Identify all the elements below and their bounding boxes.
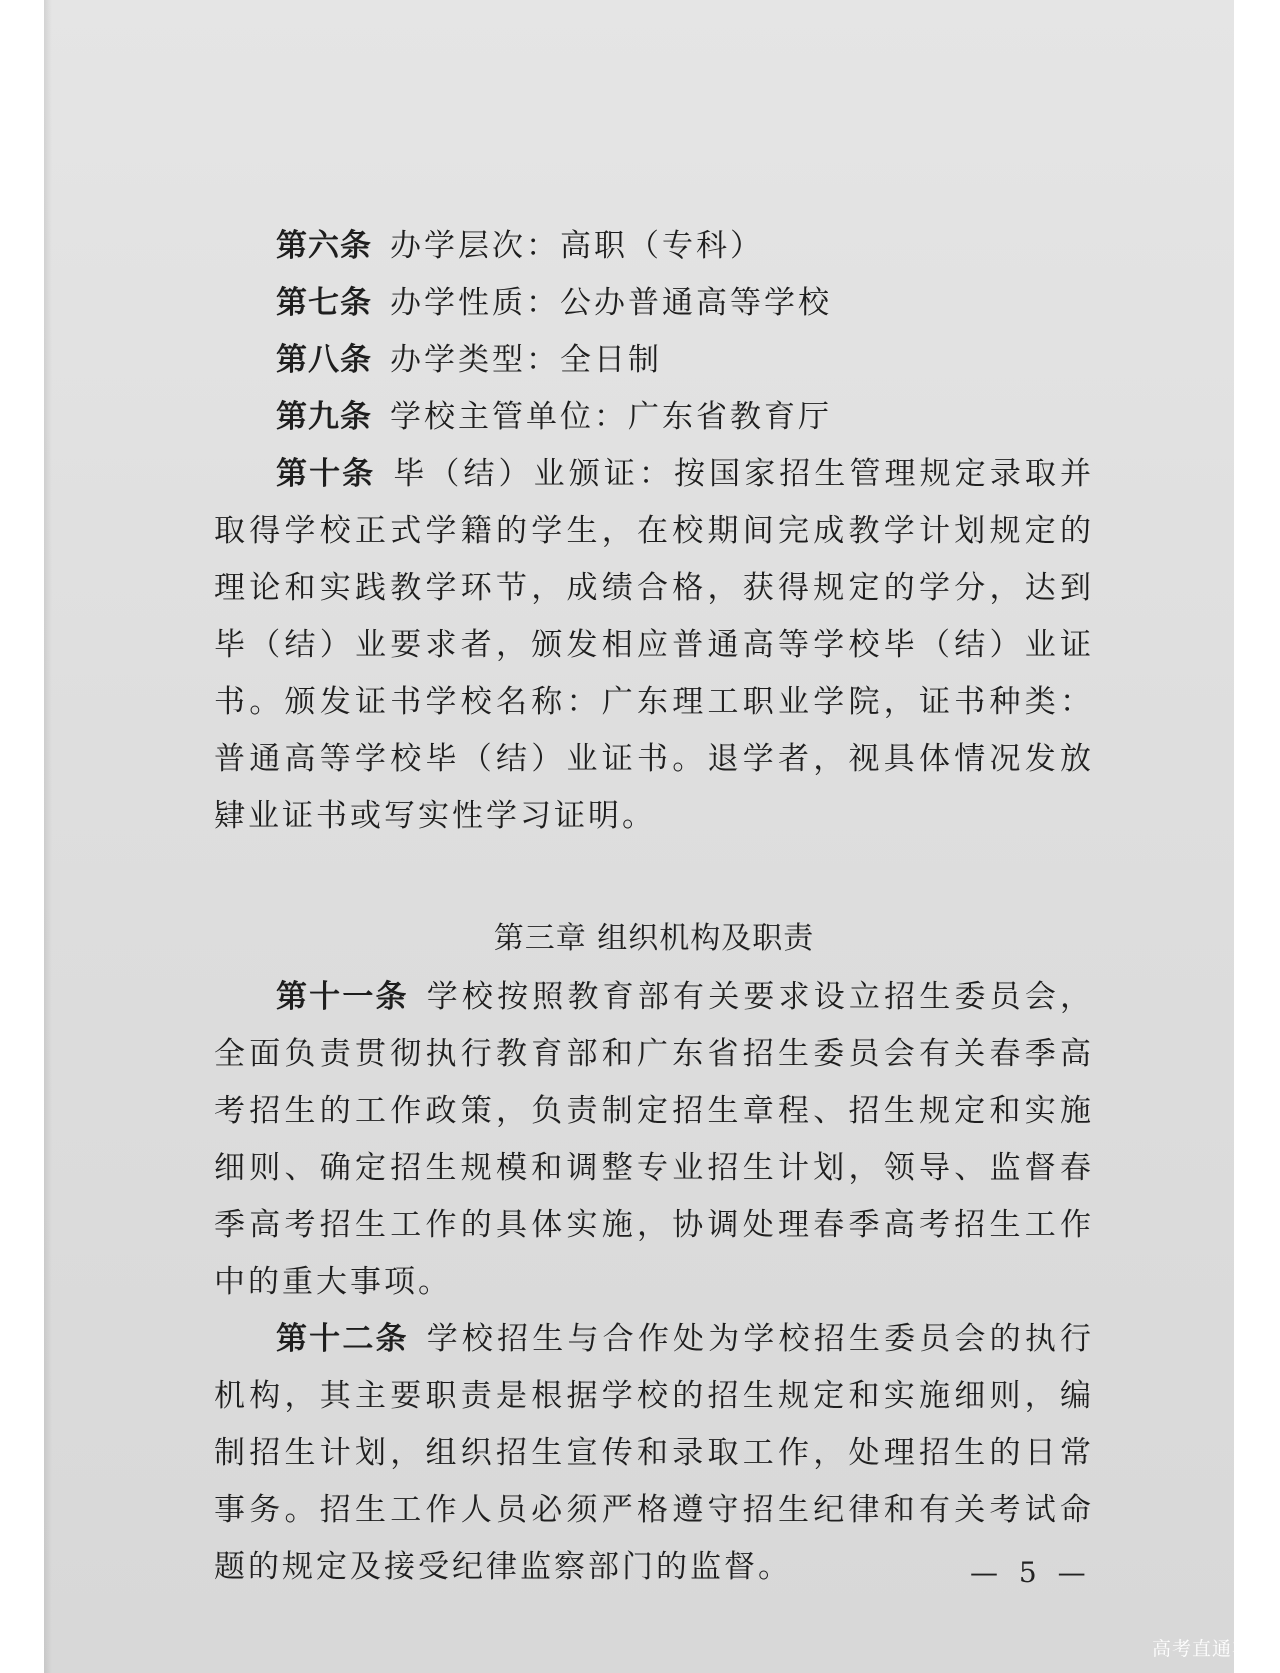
- article-text: 毕（结）业颁证：按国家招生管理规定录取并取得学校正式学籍的学生，在校期间完成教学计划规定的理论和实践教学环节，成绩合格，获得规定的学分，达到毕（结）业要求者，颁发相应普通高等学校毕（结）业证书。颁发证书学校名称：广东理工职业学院，证书种类：普通高等学校毕（结）业证书。退学者，视具体情况发放肄业证书或写实性学习证明。: [214, 456, 1095, 834]
- article-label: 第八条: [276, 342, 372, 378]
- article-text: 办学性质：公办普通高等学校: [390, 285, 832, 321]
- article-label: 第十条: [276, 456, 376, 492]
- article-text: 办学层次：高职（专科）: [390, 228, 764, 264]
- chapter-title: 第三章 组织机构及职责: [493, 921, 815, 956]
- article-label: 第十二条: [276, 1321, 409, 1357]
- article-9: [214, 389, 1094, 446]
- article-text: 学校按照教育部有关要求设立招生委员会，全面负责贯彻执行教育部和广东省招生委员会有关春季高考招生的工作政策，负责制定招生章程、招生规定和实施细则、确定招生规模和调整专业招生计划，领导、监督春季高考招生工作的具体实施，协调处理春季高考招生工作中的重大事项。: [214, 979, 1095, 1300]
- article-text: 办学类型：全日制: [390, 342, 662, 378]
- page-number: — 5 —: [970, 1556, 1092, 1589]
- article-12: [214, 1311, 1094, 1596]
- watermark: 高考直通车: [1151, 1638, 1252, 1660]
- article-8: [214, 332, 1094, 389]
- article-label: 第七条: [276, 285, 372, 321]
- paper-edge-shadow: [44, 0, 52, 1673]
- document-body: [214, 218, 1094, 1596]
- article-label: 第十一条: [276, 979, 409, 1015]
- article-6: [214, 218, 1094, 275]
- article-text: 学校主管单位：广东省教育厅: [390, 399, 832, 435]
- article-label: 第六条: [276, 228, 372, 264]
- article-text: 学校招生与合作处为学校招生委员会的执行机构，其主要职责是根据学校的招生规定和实施细则，编制招生计划，组织招生宣传和录取工作，处理招生的日常事务。招生工作人员必须严格遵守招生纪律和有关考试命题的规定及接受纪律监察部门的监督。: [214, 1321, 1095, 1585]
- article-11: [214, 969, 1094, 1311]
- article-10: [214, 446, 1094, 845]
- article-label: 第九条: [276, 399, 372, 435]
- article-7: [214, 275, 1094, 332]
